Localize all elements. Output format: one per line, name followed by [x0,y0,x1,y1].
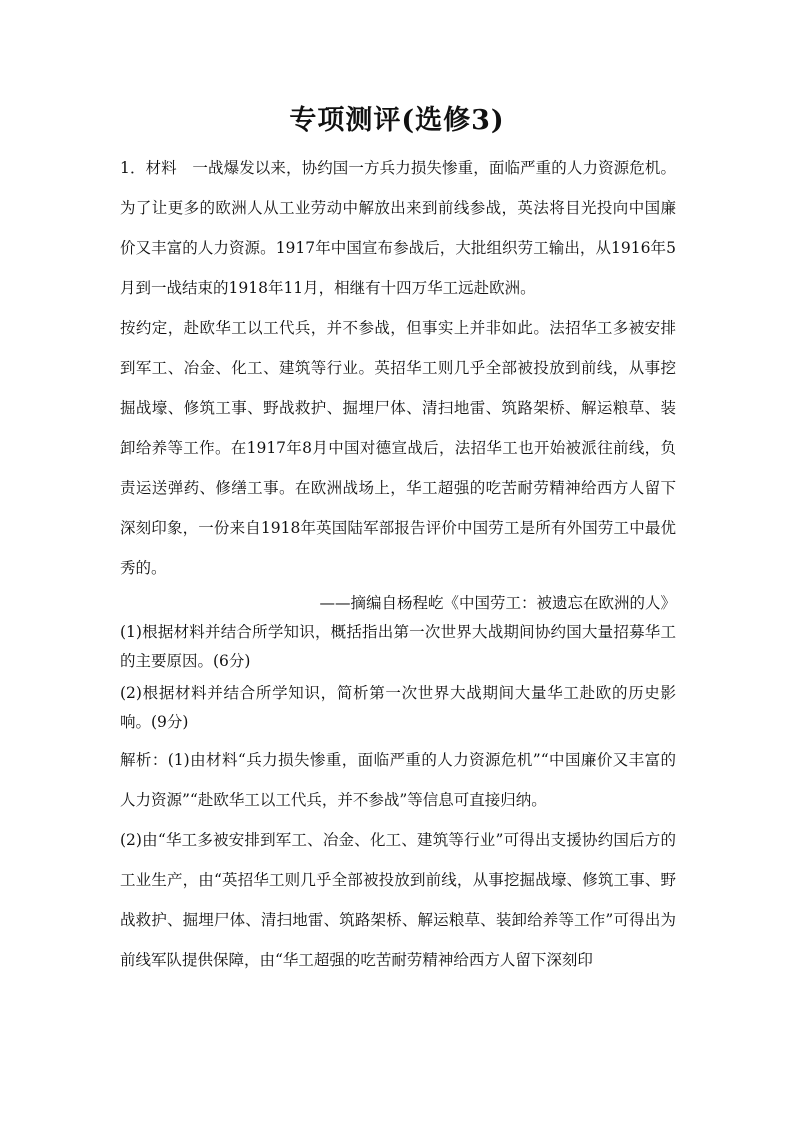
question-1: (1)根据材料并结合所学知识，概括指出第一次世界大战期间协约国大量招募华工的主要原因。(6分) [120,623,676,670]
material-paragraph-2: 按约定，赴欧华工以工代兵，并不参战，但事实上并非如此。法招华工多被安排到军工、冶金、化工、建筑等行业。英招华工则几乎全部被投放到前线，从事挖掘战壕、修筑工事、野战救护、掘埋尸体、清扫地雷、筑路架桥、解运粮草、装卸给养等工作。在1917年8月中国对德宣战后，法招华工也开始被派往前线，负责运送弹药、修缮工事。在欧洲战场上，华工超强的吃苦耐劳精神给西方人留下深刻印象，一份来自1918年英国陆军部报告评价中国劳工是所有外国劳工中最优秀的。 [120,319,676,577]
material-source: ——摘编自杨程屹《中国劳工：被遗忘在欧洲的人》 [319,594,676,612]
document-body [120,148,676,980]
page-title: 专项测评(选修3) [289,105,505,136]
analysis-paragraph-1: 解析：(1)由材料“兵力损失惨重，面临严重的人力资源危机”“中国廉价又丰富的人力资源”“赴欧华工以工代兵，并不参战”等信息可直接归纳。 [120,751,676,809]
question-2: (2)根据材料并结合所学知识，简析第一次世界大战期间大量华工赴欧的历史影响。(9分) [120,684,676,731]
material-paragraph-1: 1．材料 一战爆发以来，协约国一方兵力损失惨重，面临严重的人力资源危机。为了让更多的欧洲人从工业劳动中解放出来到前线参战，英法将目光投向中国廉价又丰富的人力资源。1917年中国宣布参战后，大批组织劳工输出，从1916年5月到一战结束的1918年11月，相继有十四万华工远赴欧洲。 [120,159,676,297]
analysis-paragraph-2: (2)由“华工多被安排到军工、冶金、化工、建筑等行业”可得出支援协约国后方的工业生产，由“英招华工则几乎全部被投放到前线，从事挖掘战壕、修筑工事、野战救护、掘埋尸体、清扫地雷、筑路架桥、解运粮草、装卸给养等工作”可得出为前线军队提供保障，由“华工超强的吃苦耐劳精神给西方人留下深刻印 [120,831,676,969]
